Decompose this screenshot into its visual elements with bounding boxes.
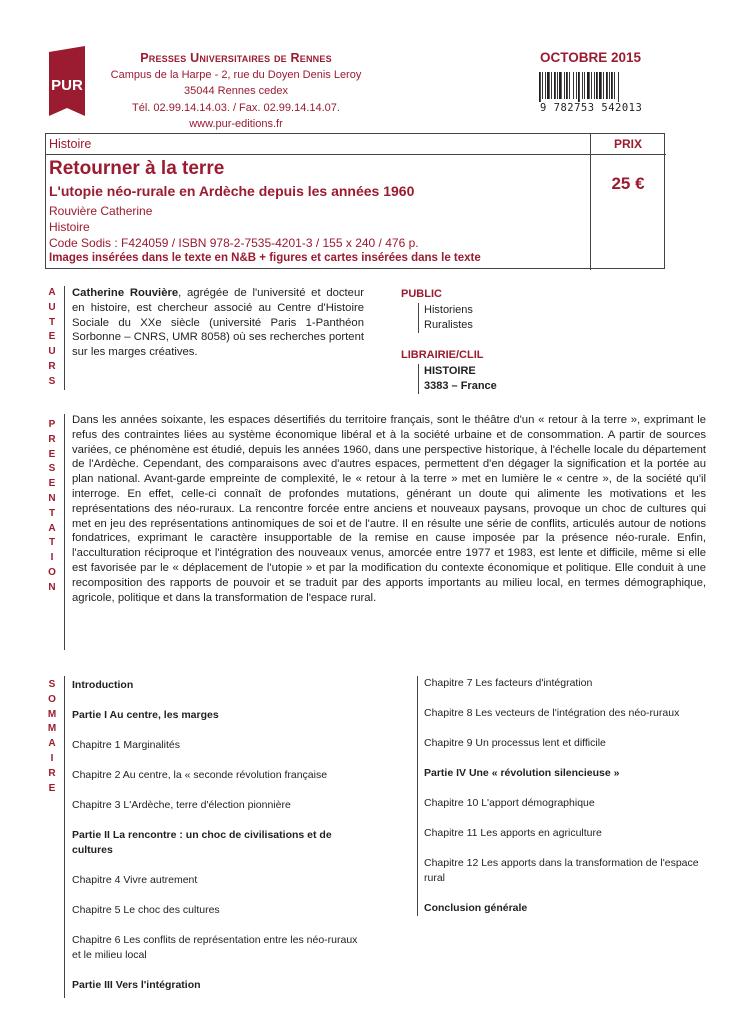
public-rule — [418, 303, 419, 333]
barcode-bar — [584, 72, 585, 99]
librairie-label: LIBRAIRIE/CLIL — [401, 349, 484, 361]
barcode-bar — [539, 72, 541, 102]
author-bio-name: Catherine Rouvière — [72, 287, 179, 299]
auteurs-rule — [64, 286, 65, 390]
presentation-letter: T — [48, 507, 56, 519]
barcode-bar — [582, 72, 583, 99]
toc-entry: Chapitre 9 Un processus lent et difficile — [424, 737, 606, 749]
publisher-block — [100, 50, 372, 133]
sommaire-letter: A — [48, 738, 56, 750]
barcode-bar — [587, 72, 590, 99]
publisher-address-line2: 35044 Rennes cedex — [184, 85, 288, 97]
barcode-bar — [545, 72, 546, 99]
price-value: 25 € — [611, 174, 645, 193]
sommaire-rule-left — [64, 676, 65, 998]
sommaire-letter: R — [48, 767, 56, 779]
toc-entry: Chapitre 2 Au centre, la « seconde révolution française — [72, 769, 328, 781]
presentation-letter: I — [50, 552, 54, 564]
author-bio-text: , agrégée de l'université et docteur en histoire, est chercheur associé au Centre d'Histoire Sociale du XXe siècle (université Paris 1-Panthéon Sorbonne – CNRS, UMR 8058) où ses recherches portent sur les marges créatives. — [72, 287, 364, 359]
barcode-bar — [603, 72, 604, 99]
toc-entry: Chapitre 1 Marginalités — [72, 739, 180, 751]
auteurs-letter: U — [48, 301, 56, 313]
presentation-letter: A — [48, 522, 56, 534]
sommaire-rule-middle — [417, 676, 418, 916]
toc-entry: Partie III Vers l'intégration — [72, 979, 201, 991]
presentation-letter: O — [48, 566, 56, 578]
barcode-bar — [576, 72, 577, 99]
barcode-bar — [618, 72, 619, 102]
toc-entry: Chapitre 11 Les apports en agriculture — [424, 827, 602, 839]
toc-entry: Chapitre 10 L'apport démographique — [424, 797, 595, 809]
barcode-bar — [611, 72, 613, 99]
barcode-bar — [557, 72, 558, 99]
book-images-note: Images insérées dans le texte en N&B + figures et cartes insérées dans le texte — [49, 252, 481, 264]
auteurs-letter: E — [48, 331, 56, 343]
pur-logo — [47, 46, 87, 116]
barcode-bar — [559, 72, 562, 99]
barcode — [538, 72, 650, 102]
book-codes: Code Sodis : F424059 / ISBN 978-2-7535-4201-3 / 155 x 240 / 476 p. — [49, 236, 419, 250]
toc-entry: Partie II La rencontre : un choc de civilisations et de cultures — [72, 829, 332, 856]
auteurs-letter: U — [48, 346, 56, 358]
toc-entry: Conclusion générale — [424, 902, 528, 914]
sommaire-letter: O — [48, 693, 56, 705]
presentation-letter: N — [48, 581, 56, 593]
presentation-letter: E — [48, 478, 56, 490]
toc-entry: Chapitre 7 Les facteurs d'intégration — [424, 677, 593, 689]
price-label: PRIX — [613, 137, 642, 151]
box-divider-horizontal — [46, 154, 666, 155]
auteurs-letter: T — [48, 316, 56, 328]
barcode-bar — [578, 72, 580, 102]
barcode-bar — [614, 72, 615, 99]
toc-entry: Chapitre 8 Les vecteurs de l'intégration des néo-ruraux — [424, 707, 680, 719]
presentation-letter: P — [48, 419, 56, 430]
barcode-bar — [609, 72, 610, 99]
toc-entry: Chapitre 3 L'Ardèche, terre d'élection pionnière — [72, 799, 291, 811]
toc-entry: Chapitre 12 Les apports dans la transformation de l'espace rural — [424, 857, 699, 884]
sommaire-letter: M — [47, 708, 57, 720]
barcode-bar — [566, 72, 568, 99]
public-item: Ruralistes — [424, 319, 473, 331]
toc-entry: Partie I Au centre, les marges — [72, 709, 219, 721]
sommaire-letter: E — [48, 782, 56, 794]
presentation-letter: E — [48, 448, 56, 460]
toc-entry: Chapitre 4 Vivre autrement — [72, 874, 198, 886]
publisher-phone: Tél. 02.99.14.14.03. / Fax. 02.99.14.14.07. — [132, 101, 340, 114]
barcode-bar — [564, 72, 565, 99]
barcode-bar — [542, 72, 543, 99]
sommaire-letter: I — [50, 752, 54, 764]
presentation-text: Dans les années soixante, les espaces désertifiés du territoire français, sont le théâtre d'un « retour à la terre », exprimant le refus des contraintes liées au système économique libéral et à la société urbaine et de consommation. A partir de sources variées, ce phénomène est étudié, depuis les années 1960, dans une perspective historique, à l'échelle locale du département de l'Ardèche. Cependant, des comparaisons avec d'autres espaces, permettent d'en dégager la signification et la portée au plan national. Avant-garde empreinte de complexité, le « retour à la terre » met en lumière le « centre », de la société qu'il interroge. En effet, celle-ci connaît de profondes mutations, générant un doute qui alimente les motivations et les représentations des néo-ruraux. La rencontre forcée entre anciens et nouveaux paysans, provoque un choc de cultures qui met en jeu des représentations antinomiques de soi et de l'autre. Il en résulte une série de conflits, articulés autour de notions fondatrices, exprimant le caractère insupportable de la remise en cause imposée par la présence néo-rurale. Enfin, l'acculturation réciproque et l'intégration des nouveaux venus, amorcée entre 1977 et 1983, est lente et difficile, même si elle est favorisée par le « déplacement de l'utopie » et par la modification du contexte économique et politique. Elle conduit à une recomposition des rapports de pouvoir et se traduit par des apports importants au milieu local, en termes démographique, agricole, politique et dans la transformation de l'espace rural. — [72, 414, 706, 604]
barcode-bar — [596, 72, 598, 99]
auteurs-letter: A — [48, 287, 56, 298]
barcode-bar — [594, 72, 595, 99]
publisher-name: Presses Universitaires de Rennes — [140, 51, 332, 65]
publisher-website[interactable]: www.pur-editions.fr — [189, 118, 283, 130]
sommaire-letter: M — [47, 723, 57, 735]
presentation-vertical-label — [46, 418, 58, 596]
presentation-letter: R — [48, 433, 56, 445]
book-category: Histoire — [49, 137, 92, 151]
auteurs-letter: R — [48, 360, 56, 372]
release-date: OCTOBRE 2015 — [540, 50, 642, 65]
barcode-bar — [591, 72, 592, 99]
barcode-digits: 9 782753 542013 — [540, 102, 643, 114]
box-divider-vertical — [590, 134, 591, 270]
librairie-list — [424, 364, 497, 394]
sommaire-vertical-label — [46, 678, 58, 796]
auteurs-letter: S — [48, 375, 56, 387]
publisher-address-line1: Campus de la Harpe - 2, rue du Doyen Denis Leroy — [110, 68, 362, 81]
presentation-letter: T — [48, 537, 56, 549]
public-item: Historiens — [424, 304, 473, 316]
book-title: Retourner à la terre — [49, 158, 225, 179]
barcode-bar — [606, 72, 608, 99]
author-bio — [72, 286, 364, 360]
barcode-bar — [599, 72, 602, 99]
presentation-letter: N — [48, 492, 56, 504]
librairie-item: 3383 – France — [424, 380, 497, 392]
public-label: PUBLIC — [401, 288, 442, 300]
book-collection: Histoire — [49, 220, 90, 234]
librairie-item: HISTOIRE — [424, 365, 476, 377]
book-info-box — [45, 133, 665, 269]
presentation-letter: S — [48, 463, 56, 475]
toc-entry: Chapitre 6 Les conflits de représentation entre les néo-ruraux et le milieu local — [72, 934, 358, 961]
barcode-bar — [551, 72, 552, 99]
barcode-bar — [573, 72, 574, 99]
toc-entry: Chapitre 5 Le choc des cultures — [72, 904, 220, 916]
toc-entry: Introduction — [72, 679, 134, 691]
barcode-bar — [569, 72, 570, 99]
public-list — [424, 303, 473, 333]
barcode-bar — [554, 72, 556, 99]
book-subtitle: L'utopie néo-rurale en Ardèche depuis les années 1960 — [49, 183, 415, 199]
sommaire-letter: S — [48, 679, 56, 690]
presentation-rule — [64, 414, 65, 650]
book-author: Rouvière Catherine — [49, 204, 153, 218]
logo-text: PUR — [51, 77, 83, 94]
toc-entry: Partie IV Une « révolution silencieuse » — [424, 767, 620, 779]
barcode-bar — [547, 72, 550, 99]
librairie-rule — [418, 364, 419, 394]
auteurs-vertical-label — [46, 286, 58, 390]
